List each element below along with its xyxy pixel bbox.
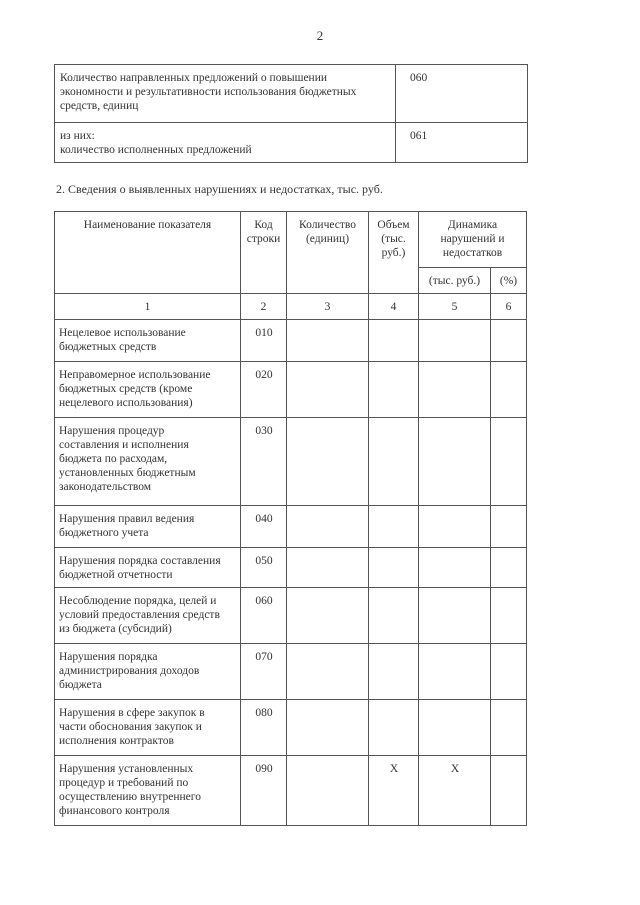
row-code: 090: [241, 756, 287, 826]
row-name: Несоблюдение порядка, целей и условий предоставления средств из бюджета (субсидий): [55, 588, 241, 644]
column-number-row: [55, 294, 527, 320]
row-dynamics-pct: [491, 548, 527, 588]
header-dynamics-abs: (тыс. руб.): [419, 268, 491, 294]
row-quantity: [287, 506, 369, 548]
row-dynamics-abs: [419, 418, 491, 506]
page-number: 2: [316, 28, 324, 43]
row-dynamics-abs: [419, 362, 491, 418]
row-volume: [369, 418, 419, 506]
row-code: 060: [396, 65, 528, 123]
row-name: Нарушения правил ведения бюджетного учета: [55, 506, 241, 548]
row-name: Нарушения в сфере закупок в части обоснования закупок и исполнения контрактов: [55, 700, 241, 756]
row-dynamics-abs: [419, 506, 491, 548]
column-number: 5: [419, 294, 491, 320]
row-volume: [369, 506, 419, 548]
table-row: [55, 588, 527, 644]
row-code: 040: [241, 506, 287, 548]
row-quantity: [287, 644, 369, 700]
section-heading: 2. Сведения о выявленных нарушениях и недостатках, тыс. руб.: [56, 182, 383, 196]
row-dynamics-pct: [491, 644, 527, 700]
row-volume: [369, 644, 419, 700]
row-dynamics-pct: [491, 700, 527, 756]
table-row: [55, 756, 527, 826]
row-volume: [369, 700, 419, 756]
row-quantity: [287, 700, 369, 756]
row-dynamics-pct: [491, 506, 527, 548]
row-dynamics-abs: [419, 548, 491, 588]
table-row: [55, 362, 527, 418]
row-code: 080: [241, 700, 287, 756]
row-name: Неправомерное использование бюджетных средств (кроме нецелевого использования): [55, 362, 241, 418]
column-number: 6: [491, 294, 527, 320]
table-row: [55, 700, 527, 756]
row-quantity: [287, 362, 369, 418]
table-row: [55, 418, 527, 506]
row-quantity: [287, 548, 369, 588]
proposals-table: [54, 64, 528, 163]
row-quantity: [287, 588, 369, 644]
row-dynamics-abs: [419, 700, 491, 756]
row-dynamics-abs: [419, 644, 491, 700]
row-code: 061: [396, 123, 528, 163]
row-name: из них: количество исполненных предложений: [55, 123, 396, 163]
row-dynamics-abs: [419, 588, 491, 644]
row-volume: [369, 588, 419, 644]
header-dynamics-pct: (%): [491, 268, 527, 294]
row-volume: [369, 548, 419, 588]
row-dynamics-abs: X: [419, 756, 491, 826]
header-row: [55, 212, 527, 268]
row-dynamics-pct: [491, 756, 527, 826]
header-quantity: Количество (единиц): [287, 212, 369, 294]
table-row: [55, 320, 527, 362]
row-name: Нарушения порядка составления бюджетной отчетности: [55, 548, 241, 588]
row-name: Нарушения установленных процедур и требований по осуществлению внутреннего финансового контроля: [55, 756, 241, 826]
column-number: 2: [241, 294, 287, 320]
row-code: 030: [241, 418, 287, 506]
header-dynamics: Динамика нарушений и недостатков: [419, 212, 527, 268]
row-code: 070: [241, 644, 287, 700]
row-volume: [369, 362, 419, 418]
row-volume: [369, 320, 419, 362]
row-quantity: [287, 320, 369, 362]
row-name: Нецелевое использование бюджетных средств: [55, 320, 241, 362]
row-code: 010: [241, 320, 287, 362]
row-code: 060: [241, 588, 287, 644]
row-code: 050: [241, 548, 287, 588]
row-quantity: [287, 756, 369, 826]
row-name: Нарушения процедур составления и исполнения бюджета по расходам, установленных бюджетным законодательством: [55, 418, 241, 506]
column-number: 4: [369, 294, 419, 320]
row-dynamics-pct: [491, 320, 527, 362]
table-row: [55, 506, 527, 548]
row-dynamics-pct: [491, 362, 527, 418]
row-quantity: [287, 418, 369, 506]
table-row: [55, 548, 527, 588]
row-code: 020: [241, 362, 287, 418]
table-row: [55, 123, 528, 163]
column-number: 3: [287, 294, 369, 320]
table-row: [55, 65, 528, 123]
row-dynamics-pct: [491, 418, 527, 506]
header-name: Наименование показателя: [55, 212, 241, 294]
column-number: 1: [55, 294, 241, 320]
violations-table: [54, 211, 527, 826]
table-row: [55, 644, 527, 700]
row-name: Количество направленных предложений о повышении экономности и результативности использования бюджетных средств, единиц: [55, 65, 396, 123]
header-code: Код строки: [241, 212, 287, 294]
row-volume: X: [369, 756, 419, 826]
header-volume: Объем (тыс. руб.): [369, 212, 419, 294]
row-dynamics-abs: [419, 320, 491, 362]
row-dynamics-pct: [491, 588, 527, 644]
row-name: Нарушения порядка администрирования доходов бюджета: [55, 644, 241, 700]
